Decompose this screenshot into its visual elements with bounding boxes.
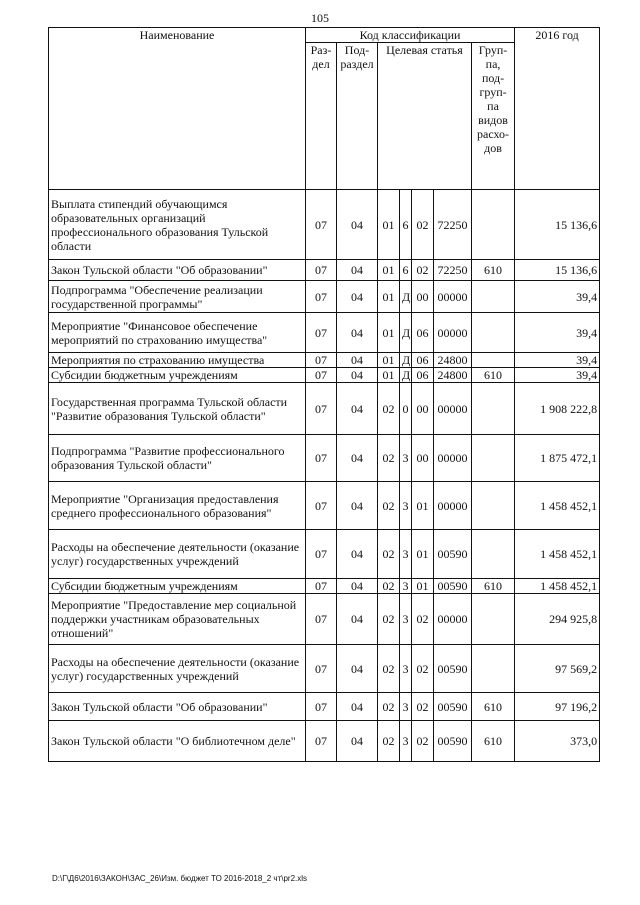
header-razdel: Раз- дел — [306, 43, 337, 190]
row-target-direction: 72250 — [434, 260, 472, 281]
row-target-direction: 00000 — [434, 383, 472, 435]
row-target-program: 01 — [378, 353, 400, 368]
row-amount: 1 458 452,1 — [515, 530, 600, 579]
table-row — [49, 353, 600, 368]
row-target-direction: 00000 — [434, 594, 472, 645]
header-podrazdel: Под- раздел — [337, 43, 378, 190]
row-target-direction: 00590 — [434, 645, 472, 693]
header-row-top — [49, 28, 600, 43]
table-row — [49, 482, 600, 530]
row-name: Мероприятие "Организация предоставления среднего профессионального образования" — [49, 482, 306, 530]
table-row — [49, 260, 600, 281]
row-amount: 15 136,6 — [515, 190, 600, 260]
row-target-program: 02 — [378, 383, 400, 435]
row-expense-type: 610 — [472, 579, 515, 594]
row-podrazdel: 04 — [337, 368, 378, 383]
row-target-direction: 72250 — [434, 190, 472, 260]
row-podrazdel: 04 — [337, 579, 378, 594]
row-expense-type: 610 — [472, 721, 515, 762]
row-target-direction: 00590 — [434, 721, 472, 762]
table-row — [49, 530, 600, 579]
row-target-event: 00 — [412, 383, 434, 435]
row-name: Закон Тульской области "Об образовании" — [49, 260, 306, 281]
header-expense-group: Груп- па, под- груп- па видов расхо- дов — [472, 43, 515, 190]
row-name: Расходы на обеспечение деятельности (оказание услуг) государственных учреждений — [49, 645, 306, 693]
row-razdel: 07 — [306, 190, 337, 260]
row-amount: 294 925,8 — [515, 594, 600, 645]
row-target-program: 02 — [378, 435, 400, 482]
row-target-subprogram: 6 — [400, 260, 412, 281]
row-razdel: 07 — [306, 353, 337, 368]
row-podrazdel: 04 — [337, 313, 378, 353]
row-target-event: 02 — [412, 594, 434, 645]
row-target-event: 02 — [412, 260, 434, 281]
row-target-event: 02 — [412, 693, 434, 721]
header-name: Наименование — [49, 28, 306, 190]
header-year: 2016 год — [515, 28, 600, 190]
table-row — [49, 435, 600, 482]
row-podrazdel: 04 — [337, 281, 378, 313]
row-razdel: 07 — [306, 281, 337, 313]
row-amount: 39,4 — [515, 353, 600, 368]
row-podrazdel: 04 — [337, 353, 378, 368]
row-target-direction: 24800 — [434, 368, 472, 383]
row-target-program: 01 — [378, 190, 400, 260]
row-target-subprogram: Д — [400, 281, 412, 313]
row-target-subprogram: 3 — [400, 721, 412, 762]
table-row — [49, 383, 600, 435]
row-target-subprogram: 3 — [400, 693, 412, 721]
row-podrazdel: 04 — [337, 260, 378, 281]
row-target-event: 02 — [412, 721, 434, 762]
row-amount: 39,4 — [515, 313, 600, 353]
row-amount: 39,4 — [515, 281, 600, 313]
row-razdel: 07 — [306, 594, 337, 645]
row-name: Субсидии бюджетным учреждениям — [49, 579, 306, 594]
row-target-subprogram: 3 — [400, 645, 412, 693]
row-amount: 15 136,6 — [515, 260, 600, 281]
row-target-event: 02 — [412, 645, 434, 693]
row-razdel: 07 — [306, 530, 337, 579]
row-amount: 1 875 472,1 — [515, 435, 600, 482]
row-target-program: 02 — [378, 693, 400, 721]
row-target-program: 02 — [378, 645, 400, 693]
row-target-event: 01 — [412, 579, 434, 594]
row-name: Государственная программа Тульской области "Развитие образования Тульской области" — [49, 383, 306, 435]
row-amount: 1 458 452,1 — [515, 579, 600, 594]
row-razdel: 07 — [306, 721, 337, 762]
row-target-direction: 00000 — [434, 281, 472, 313]
row-expense-type — [472, 645, 515, 693]
row-name: Подпрограмма "Развитие профессионального образования Тульской области" — [49, 435, 306, 482]
row-expense-type — [472, 190, 515, 260]
row-target-program: 01 — [378, 368, 400, 383]
row-expense-type — [472, 281, 515, 313]
row-target-direction: 00590 — [434, 530, 472, 579]
row-target-event: 01 — [412, 482, 434, 530]
row-expense-type — [472, 530, 515, 579]
row-target-subprogram: 3 — [400, 579, 412, 594]
row-podrazdel: 04 — [337, 594, 378, 645]
row-target-program: 02 — [378, 530, 400, 579]
row-expense-type — [472, 383, 515, 435]
row-target-subprogram: 3 — [400, 594, 412, 645]
row-razdel: 07 — [306, 645, 337, 693]
row-razdel: 07 — [306, 435, 337, 482]
row-podrazdel: 04 — [337, 383, 378, 435]
budget-table — [48, 27, 600, 762]
table-row — [49, 579, 600, 594]
row-target-direction: 00590 — [434, 693, 472, 721]
row-amount: 1 908 222,8 — [515, 383, 600, 435]
row-expense-type: 610 — [472, 693, 515, 721]
header-code-group: Код классификации — [306, 28, 515, 43]
table-row — [49, 368, 600, 383]
row-target-subprogram: Д — [400, 368, 412, 383]
row-target-event: 00 — [412, 435, 434, 482]
row-expense-type: 610 — [472, 260, 515, 281]
row-expense-type — [472, 482, 515, 530]
row-razdel: 07 — [306, 313, 337, 353]
row-name: Мероприятие "Предоставление мер социальной поддержки участникам образовательных отношений" — [49, 594, 306, 645]
row-expense-type — [472, 313, 515, 353]
row-name: Мероприятие "Финансовое обеспечение мероприятий по страхованию имущества" — [49, 313, 306, 353]
row-razdel: 07 — [306, 579, 337, 594]
row-target-subprogram: Д — [400, 313, 412, 353]
row-podrazdel: 04 — [337, 693, 378, 721]
file-path-footer: D:\Г\Д6\2016\ЗАКОН\ЗАС_26\Изм. бюджет ТО 2016-2018_2 чт\pr2.xls — [52, 874, 308, 883]
row-amount: 97 196,2 — [515, 693, 600, 721]
row-razdel: 07 — [306, 383, 337, 435]
row-target-event: 00 — [412, 281, 434, 313]
row-target-direction: 24800 — [434, 353, 472, 368]
row-amount: 1 458 452,1 — [515, 482, 600, 530]
row-target-event: 06 — [412, 368, 434, 383]
row-target-program: 01 — [378, 313, 400, 353]
table-row — [49, 281, 600, 313]
header-target: Целевая статья — [378, 43, 472, 190]
row-podrazdel: 04 — [337, 645, 378, 693]
row-amount: 39,4 — [515, 368, 600, 383]
table-body — [49, 190, 600, 762]
row-expense-type: 610 — [472, 368, 515, 383]
row-amount: 97 569,2 — [515, 645, 600, 693]
row-podrazdel: 04 — [337, 721, 378, 762]
row-target-direction: 00000 — [434, 313, 472, 353]
row-name: Субсидии бюджетным учреждениям — [49, 368, 306, 383]
row-target-subprogram: 3 — [400, 482, 412, 530]
row-target-event: 02 — [412, 190, 434, 260]
row-podrazdel: 04 — [337, 435, 378, 482]
row-target-program: 02 — [378, 594, 400, 645]
row-razdel: 07 — [306, 482, 337, 530]
row-target-program: 01 — [378, 281, 400, 313]
row-name: Выплата стипендий обучающимся образовательных организаций профессионального образования Тульской области — [49, 190, 306, 260]
row-target-event: 06 — [412, 353, 434, 368]
row-target-subprogram: 0 — [400, 383, 412, 435]
row-name: Расходы на обеспечение деятельности (оказание услуг) государственных учреждений — [49, 530, 306, 579]
row-target-program: 02 — [378, 721, 400, 762]
row-target-direction: 00590 — [434, 579, 472, 594]
row-podrazdel: 04 — [337, 530, 378, 579]
page-number: 105 — [311, 11, 329, 25]
row-expense-type — [472, 435, 515, 482]
row-target-subprogram: 3 — [400, 530, 412, 579]
row-target-event: 06 — [412, 313, 434, 353]
row-target-subprogram: Д — [400, 353, 412, 368]
row-name: Мероприятия по страхованию имущества — [49, 353, 306, 368]
table-row — [49, 645, 600, 693]
row-target-direction: 00000 — [434, 435, 472, 482]
row-razdel: 07 — [306, 260, 337, 281]
row-podrazdel: 04 — [337, 482, 378, 530]
row-target-program: 01 — [378, 260, 400, 281]
row-name: Закон Тульской области "О библиотечном деле" — [49, 721, 306, 762]
row-expense-type — [472, 594, 515, 645]
row-name: Подпрограмма "Обеспечение реализации государственной программы" — [49, 281, 306, 313]
table-row — [49, 693, 600, 721]
row-target-direction: 00000 — [434, 482, 472, 530]
table-row — [49, 313, 600, 353]
table-row — [49, 721, 600, 762]
row-amount: 373,0 — [515, 721, 600, 762]
row-target-subprogram: 3 — [400, 435, 412, 482]
row-target-program: 02 — [378, 482, 400, 530]
row-expense-type — [472, 353, 515, 368]
row-name: Закон Тульской области "Об образовании" — [49, 693, 306, 721]
row-podrazdel: 04 — [337, 190, 378, 260]
table-row — [49, 190, 600, 260]
row-target-program: 02 — [378, 579, 400, 594]
row-target-event: 01 — [412, 530, 434, 579]
row-razdel: 07 — [306, 368, 337, 383]
table-row — [49, 594, 600, 645]
row-target-subprogram: 6 — [400, 190, 412, 260]
row-razdel: 07 — [306, 693, 337, 721]
